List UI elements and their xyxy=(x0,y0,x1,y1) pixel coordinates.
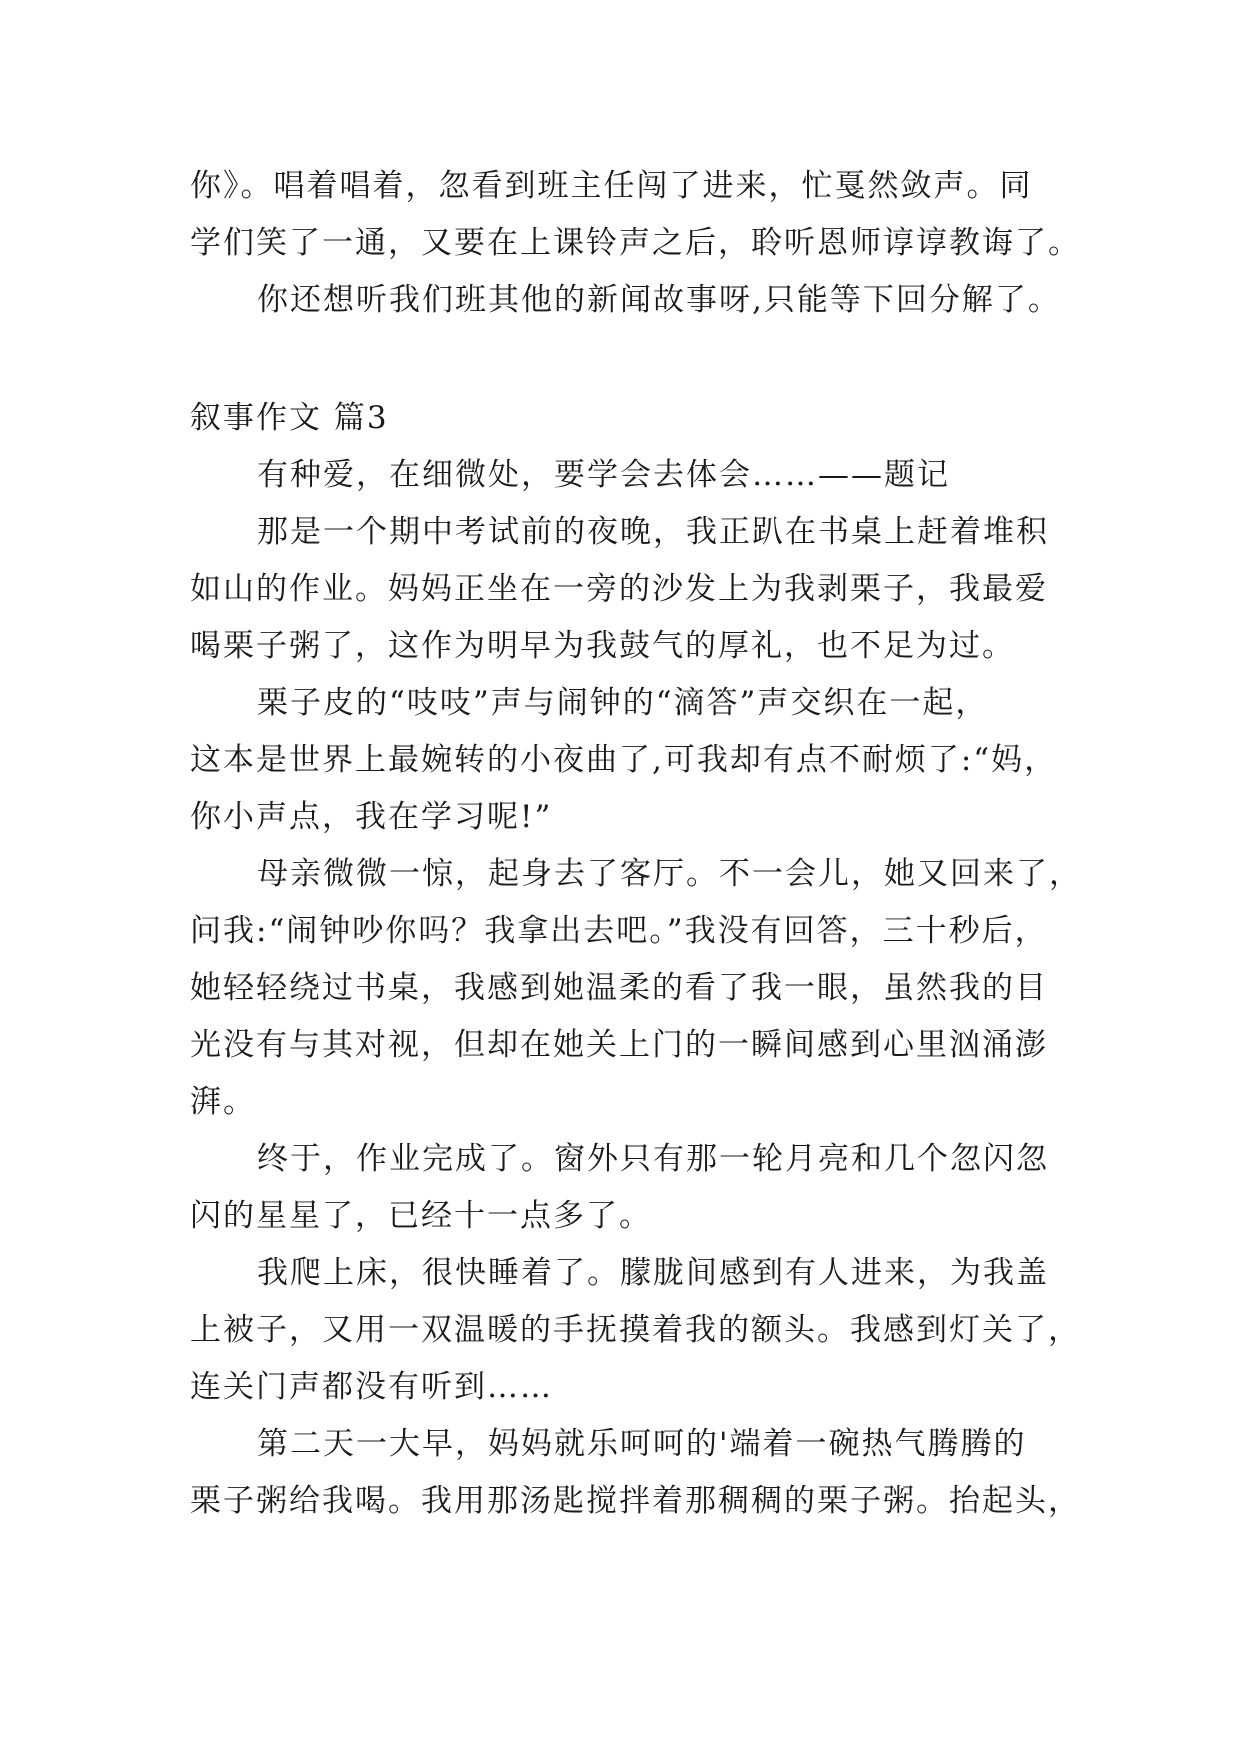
text-line: 闪的星星了，已经十一点多了。 xyxy=(190,1198,652,1234)
epigraph-line: 有种爱，在细微处，要学会去体会……——题记 xyxy=(257,457,950,493)
text-line: 那是一个期中考试前的夜晚，我正趴在书桌上赶着堆积 xyxy=(257,514,1049,550)
text-line: 光没有与其对视，但却在她关上门的一瞬间感到心里汹涌澎 xyxy=(190,1027,1048,1063)
text-line: 如山的作业。妈妈正坐在一旁的沙发上为我剥栗子，我最爱 xyxy=(190,571,1048,607)
text-line: 你还想听我们班其他的新闻故事呀,只能等下回分解了。 xyxy=(257,282,1061,318)
text-line: 这本是世界上最婉转的小夜曲了,可我却有点不耐烦了:“妈， xyxy=(190,742,1058,778)
text-line: 你》。唱着唱着，忽看到班主任闯了进来，忙戛然敛声。同 xyxy=(190,168,1033,204)
text-line: 湃。 xyxy=(190,1084,256,1120)
text-line: 终于，作业完成了。窗外只有那一轮月亮和几个忽闪忽 xyxy=(257,1141,1049,1177)
section-heading: 叙事作文 篇3 xyxy=(190,400,389,436)
text-line: 连关门声都没有听到…… xyxy=(190,1369,553,1405)
text-line: 栗子皮的“吱吱”声与闹钟的“滴答”声交织在一起， xyxy=(257,685,989,721)
text-line: 喝栗子粥了，这作为明早为我鼓气的厚礼，也不足为过。 xyxy=(190,628,1015,664)
text-line: 母亲微微一惊，起身去了客厅。不一会儿，她又回来了， xyxy=(257,856,1082,892)
text-line: 我爬上床，很快睡着了。朦胧间感到有人进来，为我盖 xyxy=(257,1255,1049,1291)
text-line: 上被子，又用一双温暖的手抚摸着我的额头。我感到灯关了， xyxy=(190,1312,1081,1348)
text-line: 她轻轻绕过书桌，我感到她温柔的看了我一眼，虽然我的目 xyxy=(190,970,1048,1006)
text-line: 学们笑了一通，又要在上课铃声之后，聆听恩师谆谆教诲了。 xyxy=(190,225,1081,261)
text-line: 问我:“闹钟吵你吗？我拿出去吧。”我没有回答，三十秒后， xyxy=(190,913,1048,949)
text-line: 栗子粥给我喝。我用那汤匙搅拌着那稠稠的栗子粥。抬起头， xyxy=(190,1483,1081,1519)
text-line: 你小声点，我在学习呢!” xyxy=(190,799,553,835)
text-line: 第二天一大早，妈妈就乐呵呵的'端着一碗热气腾腾的 xyxy=(257,1426,1027,1462)
